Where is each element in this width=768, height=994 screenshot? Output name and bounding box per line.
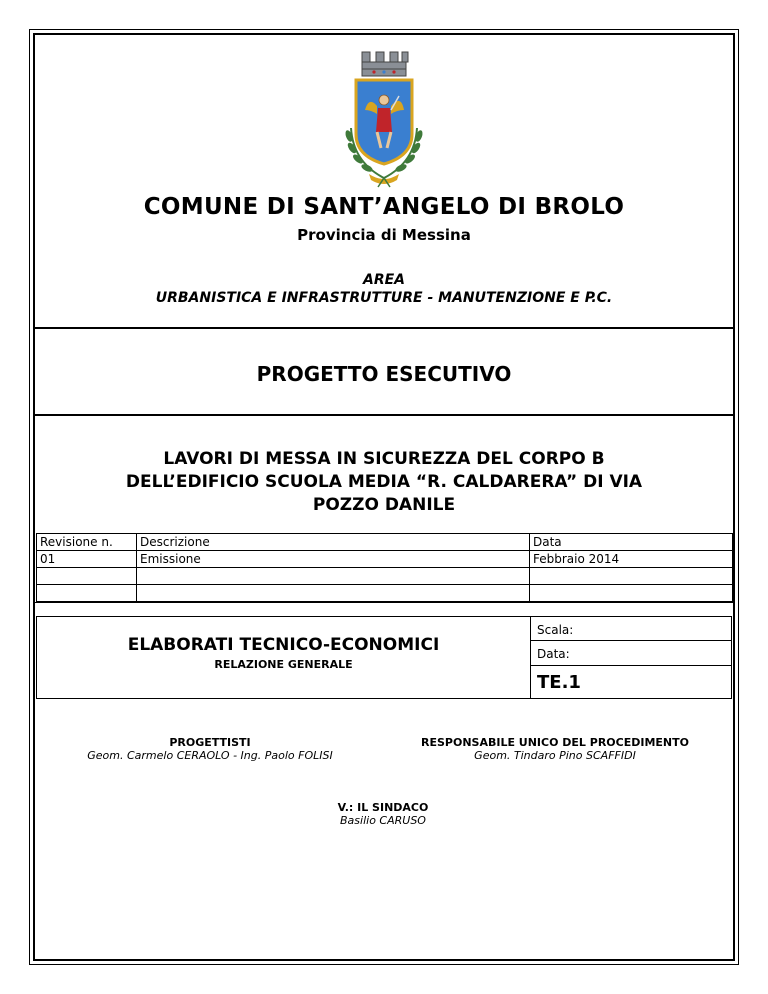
area-label: AREA (362, 272, 405, 288)
project-title-line: POZZO DANILE (312, 495, 456, 515)
project-title-line: LAVORI DI MESSA IN SICUREZZA DEL CORPO B (163, 449, 605, 469)
progettisti-names: Geom. Carmelo CERAOLO - Ing. Paolo FOLISI (87, 749, 333, 762)
rup-name: Geom. Tindaro Pino SCAFFIDI (474, 749, 636, 762)
area-department: URBANISTICA E INFRASTRUTTURE - MANUTENZIONE E P.C. (155, 290, 613, 306)
sindaco-name: Basilio CARUSO (340, 814, 426, 827)
project-title (35, 448, 733, 517)
sindaco-label: V.: IL SINDACO (337, 801, 429, 814)
scala-label: Scala: (531, 617, 732, 641)
elaborato-box (36, 616, 732, 699)
divider (35, 602, 733, 603)
table-row (37, 534, 733, 551)
revision-number (37, 585, 137, 602)
revision-header-number: Revisione n. (37, 534, 137, 551)
table-row (37, 585, 733, 602)
revision-header-description: Descrizione (137, 534, 530, 551)
revision-number (37, 568, 137, 585)
provincia-subtitle: Provincia di Messina (297, 226, 471, 244)
divider (35, 327, 733, 329)
revision-date (530, 585, 733, 602)
revision-description: Emissione (137, 551, 530, 568)
divider (35, 414, 733, 416)
revision-table (36, 533, 733, 602)
revision-date: Febbraio 2014 (530, 551, 733, 568)
elaborato-subtitle: RELAZIONE GENERALE (214, 658, 353, 671)
data-label: Data: (531, 641, 732, 666)
elaborato-title: ELABORATI TECNICO-ECONOMICI (127, 635, 440, 655)
comune-title: COMUNE DI SANT’ANGELO DI BROLO (143, 194, 625, 220)
coat-of-arms-icon (329, 44, 439, 190)
table-row (37, 551, 733, 568)
project-type-title: PROGETTO ESECUTIVO (256, 362, 512, 386)
rup-label: RESPONSABILE UNICO DEL PROCEDIMENTO (421, 736, 689, 749)
revision-date (530, 568, 733, 585)
revision-description (137, 585, 530, 602)
revision-number: 01 (37, 551, 137, 568)
revision-header-date: Data (530, 534, 733, 551)
elaborato-info (530, 617, 732, 698)
table-row (37, 568, 733, 585)
elaborato-code: TE.1 (537, 672, 581, 693)
revision-description (137, 568, 530, 585)
project-title-line: DELL’EDIFICIO SCUOLA MEDIA “R. CALDARERA” DI VIA (125, 472, 643, 492)
progettisti-label: PROGETTISTI (169, 736, 251, 749)
